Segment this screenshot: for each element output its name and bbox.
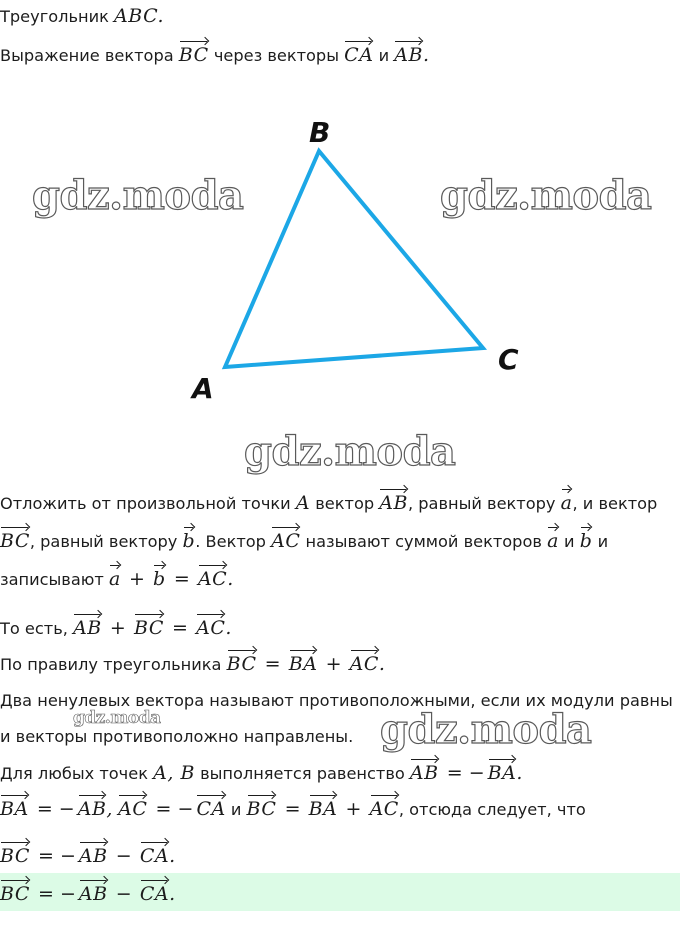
vector-ab: AB [78, 883, 108, 905]
vector-ab: AB [379, 492, 408, 514]
solution-line [0, 493, 657, 514]
vector-bc: BC [246, 798, 277, 820]
solution-line [0, 618, 232, 639]
vector-ac: AC [197, 568, 228, 590]
period: . [378, 653, 386, 675]
equals-sign: = [173, 568, 190, 590]
vertex-label-c: C [498, 343, 519, 376]
vector-a: a [547, 530, 559, 552]
watermark: gdz.moda [380, 706, 592, 753]
solution-text: Отложить от произвольной точки [0, 494, 291, 513]
solution-line [0, 531, 608, 552]
equals-sign: = − [155, 798, 194, 820]
vector-a: a [560, 492, 573, 514]
solution-text: , и вектор [572, 494, 658, 513]
vector-bc: BC [0, 845, 30, 867]
watermark: gdz.moda [73, 708, 161, 728]
vector-ab: AB [73, 617, 102, 639]
vector-ba: BA [288, 653, 318, 675]
vector-b: b [153, 568, 166, 590]
solution-line: Два ненулевых вектора называют противоположными, если их модули равны [0, 691, 673, 710]
solution-text: . Вектор [195, 532, 266, 551]
period: . [516, 762, 523, 784]
vector-ba: BA [0, 798, 29, 820]
points-a-b: A, B [153, 762, 195, 784]
solution-line [0, 763, 523, 784]
solution-text: выполняется равенство [200, 764, 405, 783]
vector-bc: BC [0, 883, 30, 905]
plus-sign: + [128, 568, 145, 590]
equals-sign: = − [38, 845, 76, 867]
equals-sign: = [172, 617, 188, 639]
vector-ca: CA [344, 44, 374, 66]
title-text: Треугольник [0, 7, 109, 26]
vertex-label-b: B [309, 116, 331, 149]
comma: , [106, 798, 113, 820]
vector-ac: AC [369, 798, 399, 820]
watermark: gdz.moda [32, 172, 244, 219]
vector-ba: BA [487, 762, 517, 784]
solution-text: По правилу треугольника [0, 655, 222, 674]
solution-text: , отсюда следует, что [398, 800, 586, 819]
solution-line [0, 654, 385, 675]
solution-text: записывают [0, 570, 104, 589]
vector-ca: CA [139, 883, 170, 905]
point-a: A [295, 492, 311, 514]
solution-text: и [230, 800, 242, 819]
triangle-name: ABC [114, 5, 158, 27]
plus-sign: + [345, 798, 362, 820]
vector-bc: BC [134, 617, 164, 639]
task-text: через векторы [213, 46, 339, 65]
answer-line [0, 884, 176, 905]
vector-ca: CA [139, 845, 170, 867]
vector-ac: AC [271, 530, 301, 552]
vector-bc: BC [0, 530, 30, 552]
solution-text: и [564, 532, 575, 551]
title-dot: . [157, 5, 164, 27]
solution-text: называют суммой векторов [305, 532, 542, 551]
minus-sign: − [115, 845, 132, 867]
solution-text: , равный вектору [29, 532, 178, 551]
solution-text: Для любых точек [0, 764, 148, 783]
equals-sign: = − [446, 762, 485, 784]
solution-text: То есть, [0, 619, 68, 638]
solution-line [0, 846, 176, 867]
solution-text: и [597, 532, 609, 551]
plus-sign: + [109, 617, 126, 639]
equals-sign: = − [36, 798, 75, 820]
watermark: gdz.moda [244, 428, 456, 475]
minus-sign: − [115, 883, 132, 905]
vector-bc: BC [178, 44, 209, 66]
vector-bc: BC [226, 653, 257, 675]
task-dot: . [422, 44, 430, 66]
watermark: gdz.moda [440, 172, 652, 219]
solution-text: вектор [315, 494, 375, 513]
plus-sign: + [325, 653, 342, 675]
solution-line [0, 569, 234, 590]
task-text: и [378, 46, 390, 65]
period: . [169, 883, 176, 905]
period: . [225, 617, 232, 639]
vector-ab: AB [78, 845, 108, 867]
equals-sign: = [264, 653, 281, 675]
vector-b: b [579, 530, 593, 552]
vector-b: b [182, 530, 196, 552]
vector-a: a [108, 568, 121, 590]
solution-line [0, 799, 586, 820]
vector-ac: AC [349, 653, 379, 675]
vector-ba: BA [308, 798, 338, 820]
equals-sign: = [284, 798, 301, 820]
vector-ab: AB [394, 44, 423, 66]
vector-ac: AC [196, 617, 226, 639]
equals-sign: = − [38, 883, 76, 905]
vertex-label-a: A [192, 372, 214, 405]
vector-ab: AB [77, 798, 107, 820]
period: . [169, 845, 176, 867]
vector-ac: AC [118, 798, 148, 820]
period: . [227, 568, 234, 590]
solution-text: , равный вектору [407, 494, 556, 513]
vector-ab: AB [409, 762, 439, 784]
task-text: Выражение вектора [0, 46, 174, 65]
solution-line: и векторы противоположно направлены. [0, 727, 354, 746]
vector-ca: CA [196, 798, 226, 820]
